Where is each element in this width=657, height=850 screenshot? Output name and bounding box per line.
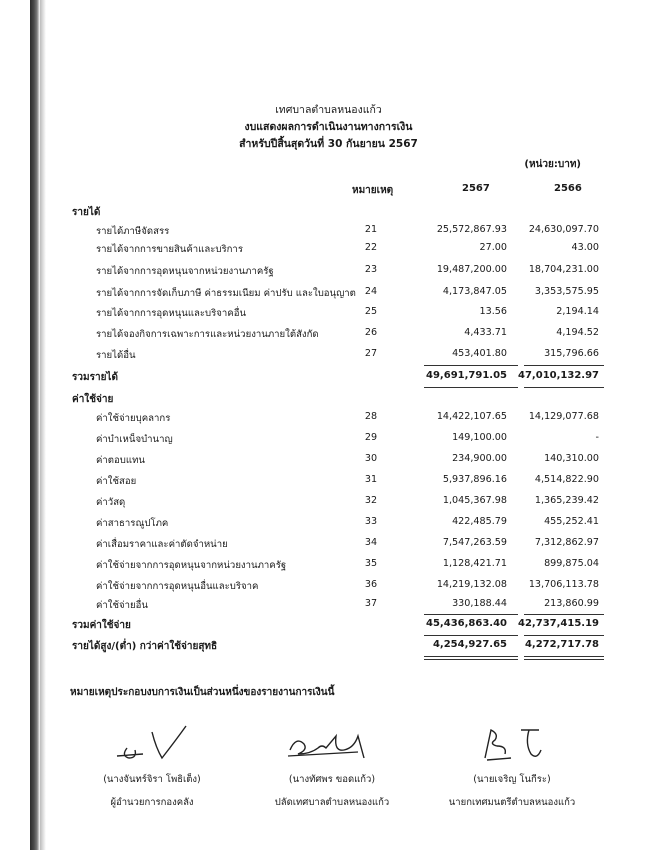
total-label: รวมค่าใช้จ่าย: [72, 620, 131, 631]
rule-line: [524, 614, 604, 615]
double-rule-line: [424, 659, 518, 660]
signer-position: ผู้อำนวยการกองคลัง: [110, 797, 194, 808]
row-value-2566: 4,194.52: [556, 327, 599, 338]
row-note: 30: [364, 453, 378, 464]
row-label: รายได้จากการอุดหนุนและบริจาคอื่น: [96, 308, 247, 319]
total-value-2567: 45,436,863.40: [426, 618, 507, 629]
expense-row: [0, 537, 657, 554]
row-value-2567: 234,900.00: [452, 453, 507, 464]
signer-name: (นางทัศพร ขอดแก้ว): [288, 774, 376, 785]
row-note: 22: [364, 242, 378, 253]
row-value-2566: 24,630,097.70: [528, 224, 599, 235]
signer-name: (นายเจริญ โนกีระ): [473, 774, 551, 785]
revenue-row: [0, 224, 657, 241]
revenue-section-title: รายได้: [72, 207, 101, 218]
row-value-2566: 315,796.66: [544, 348, 599, 359]
revenue-row: [0, 327, 657, 344]
row-note: 32: [364, 495, 378, 506]
row-value-2567: 1,045,367.98: [442, 495, 507, 506]
org-name: เทศบาลตำบลหนองแก้ว: [275, 104, 382, 116]
row-label: ค่าตอบแทน: [96, 455, 145, 466]
total-label: รวมรายได้: [72, 372, 118, 383]
rule-line: [424, 635, 518, 636]
row-label: ค่าใช้จ่ายจากการอุดหนุนจากหน่วยงานภาครัฐ: [96, 560, 287, 571]
signer-position: นายกเทศมนตรีตำบลหนองแก้ว: [448, 797, 576, 808]
revenue-row: [0, 306, 657, 323]
row-note: 36: [364, 579, 378, 590]
row-value-2566: 7,312,862.97: [534, 537, 599, 548]
double-rule-line: [524, 659, 604, 660]
row-value-2566: 2,194.14: [556, 306, 599, 317]
row-value-2567: 13.56: [479, 306, 507, 317]
expense-section-title: ค่าใช้จ่าย: [72, 394, 114, 405]
handwritten-signature-2: [272, 718, 392, 768]
row-value-2566: 140,310.00: [544, 453, 599, 464]
row-label: ค่าใช้จ่ายบุคลากร: [96, 413, 171, 424]
handwritten-signature-3: [457, 718, 567, 768]
revenue-row: [0, 242, 657, 259]
total-value-2567: 49,691,791.05: [426, 370, 507, 381]
revenue-row: [0, 348, 657, 365]
expense-row: [0, 411, 657, 428]
row-value-2566: 43.00: [571, 242, 599, 253]
expense-row: [0, 474, 657, 491]
row-value-2566: 899,875.04: [544, 558, 599, 569]
row-value-2567: 330,188.44: [452, 598, 507, 609]
row-value-2567: 1,128,421.71: [442, 558, 507, 569]
net-result-row: [0, 639, 657, 657]
double-rule-line: [524, 656, 604, 657]
row-label: รายได้จองกิจการเฉพาะการและหน่วยงานภายใต้สังกัด: [96, 329, 319, 340]
row-value-2566: -: [595, 432, 599, 443]
net-label: รายได้สูง/(ต่ำ) กว่าค่าใช้จ่ายสุทธิ: [72, 641, 218, 652]
unit-label: (หน่วย:บาท): [524, 159, 581, 170]
row-value-2567: 422,485.79: [452, 516, 507, 527]
row-note: 31: [364, 474, 378, 485]
row-note: 24: [364, 286, 378, 297]
row-note: 21: [364, 224, 378, 235]
revenue-row: [0, 264, 657, 281]
net-value-2567: 4,254,927.65: [432, 639, 507, 650]
row-label: รายได้อื่น: [96, 350, 136, 361]
row-value-2567: 7,547,263.59: [442, 537, 507, 548]
row-value-2567: 453,401.80: [452, 348, 507, 359]
row-note: 35: [364, 558, 378, 569]
rule-line: [424, 365, 518, 366]
row-label: รายได้จากการขายสินค้าและบริการ: [96, 244, 243, 255]
statement-period: สำหรับปีสิ้นสุดวันที่ 30 กันยายน 2567: [239, 138, 418, 150]
row-label: ค่าใช้จ่ายอื่น: [96, 600, 148, 611]
expense-row: [0, 516, 657, 533]
row-label: ค่าวัสดุ: [96, 497, 126, 508]
row-label: ค่าบำเหน็จบำนาญ: [96, 434, 173, 445]
row-note: 28: [364, 411, 378, 422]
revenue-row: [0, 286, 657, 303]
row-value-2567: 149,100.00: [452, 432, 507, 443]
row-value-2567: 4,173,847.05: [442, 286, 507, 297]
rule-line: [524, 387, 604, 388]
row-note: 27: [364, 348, 378, 359]
net-value-2566: 4,272,717.78: [524, 639, 599, 650]
row-label: รายได้ภาษีจัดสรร: [96, 226, 170, 237]
row-value-2566: 14,129,077.68: [528, 411, 599, 422]
row-value-2567: 19,487,200.00: [436, 264, 507, 275]
total-value-2566: 42,737,415.19: [518, 618, 599, 629]
expense-row: [0, 558, 657, 575]
total-value-2566: 47,010,132.97: [518, 370, 599, 381]
expense-total-row: [0, 618, 657, 636]
expense-row: [0, 598, 657, 615]
row-value-2567: 4,433.71: [464, 327, 507, 338]
row-value-2567: 14,422,107.65: [436, 411, 507, 422]
row-value-2567: 25,572,867.93: [436, 224, 507, 235]
rule-line: [524, 635, 604, 636]
row-note: 29: [364, 432, 378, 443]
row-note: 26: [364, 327, 378, 338]
row-value-2566: 455,252.41: [544, 516, 599, 527]
statement-header: [0, 102, 657, 153]
footnote: หมายเหตุประกอบงบการเงินเป็นส่วนหนึ่งของรายงานการเงินนี้: [70, 687, 335, 698]
column-year2-header: 2566: [554, 183, 582, 194]
row-label: รายได้จากการอุดหนุนจากหน่วยงานภาครัฐ: [96, 266, 274, 277]
row-value-2566: 213,860.99: [544, 598, 599, 609]
row-label: รายได้จากการจัดเก็บภาษี ค่าธรรมเนียม ค่าปรับ และใบอนุญาต: [96, 288, 356, 299]
row-value-2567: 27.00: [479, 242, 507, 253]
double-rule-line: [424, 656, 518, 657]
expense-row: [0, 579, 657, 596]
row-value-2566: 13,706,113.78: [528, 579, 599, 590]
rule-line: [424, 387, 518, 388]
row-value-2567: 5,937,896.16: [442, 474, 507, 485]
row-value-2566: 3,353,575.95: [534, 286, 599, 297]
revenue-total-row: [0, 370, 657, 388]
row-value-2566: 1,365,239.42: [534, 495, 599, 506]
signer-name: (นางจันทร์จิรา โพธิเต็ง): [103, 774, 201, 785]
column-year1-header: 2567: [462, 183, 490, 194]
row-label: ค่าใช้สอย: [96, 476, 137, 487]
rule-line: [524, 365, 604, 366]
signature-block-mayor: [412, 718, 612, 810]
expense-row: [0, 453, 657, 470]
expense-row: [0, 432, 657, 449]
row-note: 34: [364, 537, 378, 548]
row-note: 25: [364, 306, 378, 317]
signature-block-municipal-clerk: [232, 718, 432, 810]
signer-position: ปลัดเทศบาลตำบลหนองแก้ว: [274, 797, 390, 808]
row-note: 37: [364, 598, 378, 609]
row-value-2566: 4,514,822.90: [534, 474, 599, 485]
row-note: 23: [364, 264, 378, 275]
expense-row: [0, 495, 657, 512]
column-note-header: หมายเหตุ: [352, 185, 394, 196]
row-label: ค่าใช้จ่ายจากการอุดหนุนอื่นและบริจาค: [96, 581, 259, 592]
signature-block-finance-director: [52, 718, 252, 810]
row-value-2567: 14,219,132.08: [436, 579, 507, 590]
rule-line: [424, 614, 518, 615]
statement-title: งบแสดงผลการดำเนินงานทางการเงิน: [244, 121, 413, 133]
handwritten-signature-1: [97, 718, 207, 768]
row-label: ค่าเสื่อมราคาและค่าตัดจำหน่าย: [96, 539, 228, 550]
row-note: 33: [364, 516, 378, 527]
row-label: ค่าสาธารณูปโภค: [96, 518, 169, 529]
row-value-2566: 18,704,231.00: [528, 264, 599, 275]
